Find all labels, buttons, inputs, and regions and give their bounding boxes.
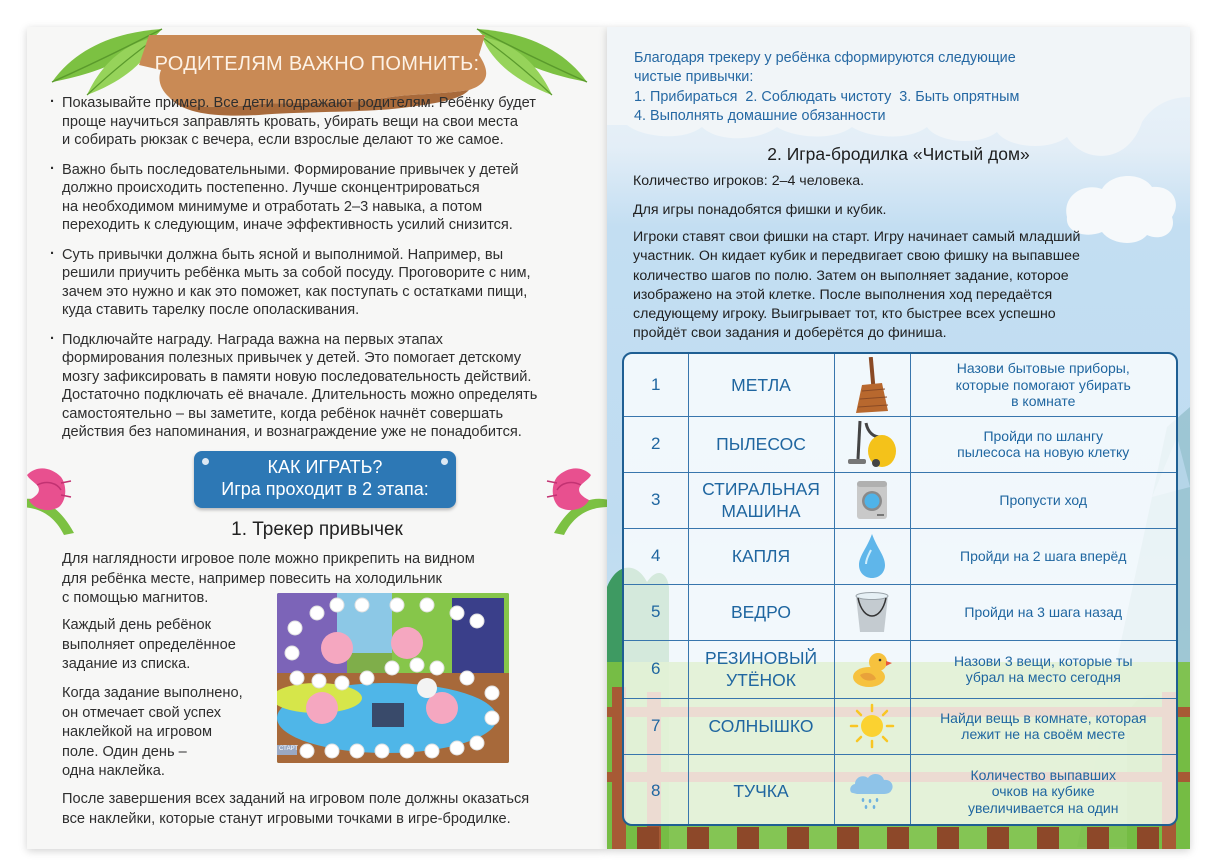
task-line: Назови 3 вещи, которые ты	[953, 652, 1133, 669]
cell-name	[688, 640, 834, 698]
cell-name	[688, 698, 834, 754]
cell-number: 5	[624, 584, 688, 640]
task-line: Пройди на 2 шага вперёд	[960, 547, 1127, 564]
game-rules	[633, 228, 1173, 344]
tip-line: · Суть привычки должна быть ясной и выполнимой. Например, вы	[62, 246, 504, 263]
badge-rivet	[202, 458, 209, 465]
text-line: 1. Прибираться 2. Соблюдать чистоту 3. Быть опрятным	[634, 88, 1020, 105]
game-board-start-label: СТАРТ	[279, 746, 298, 752]
right-page	[607, 27, 1190, 849]
tracker-done	[62, 684, 272, 782]
task-line: увеличивается на один	[968, 799, 1119, 816]
table-row	[624, 584, 1176, 640]
cell-name	[688, 472, 834, 528]
text-line: с помощью магнитов.	[62, 590, 209, 606]
badge-rivet	[441, 458, 448, 465]
task-line: Пройди по шлангу	[983, 427, 1104, 444]
task-line: Пройди на 3 шага назад	[964, 603, 1123, 620]
vacuum-cleaner-icon	[846, 419, 898, 469]
cell-task	[910, 528, 1176, 584]
cell-name	[688, 416, 834, 472]
text-line: для ребёнка месте, например повесить на холодильник	[62, 570, 442, 587]
cell-number: 2	[624, 416, 688, 472]
cell-icon	[834, 584, 910, 640]
text-line: Для наглядности игровое поле можно прикрепить на видном	[62, 551, 475, 567]
cell-name-line: ТУЧКА	[733, 781, 789, 802]
text-line: количество шагов по полю. Затем он выполняет задание, которое	[633, 267, 1069, 284]
tip-item	[50, 246, 590, 320]
game-cells-table	[622, 352, 1178, 826]
tip-line: решили приучить ребёнка мыть за собой посуду. Проговорите с ним,	[62, 265, 531, 281]
cell-name-line: КАПЛЯ	[731, 546, 791, 566]
section2-title: 2. Игра-бродилка «Чистый дом»	[767, 144, 1030, 164]
table-row	[624, 528, 1176, 584]
cell-name-line: СТИРАЛЬНАЯ	[702, 479, 820, 499]
section1-title: 1. Трекер привычек	[231, 519, 403, 540]
bucket-icon	[855, 592, 889, 632]
cell-name	[688, 528, 834, 584]
cell-name-line: РЕЗИНОВЫЙ	[704, 648, 818, 668]
tip-line: · Важно быть последовательными. Формирование привычек у детей	[62, 161, 519, 178]
task-line: Пропусти ход	[999, 491, 1088, 508]
text-line: наклейкой на игровом	[62, 724, 213, 740]
cell-name-line: ПЫЛЕСОС	[716, 434, 806, 454]
tip-line: куда ставить тарелку после ополаскивания.	[62, 302, 360, 318]
cell-task	[910, 472, 1176, 528]
tip-line: зачем это нужно и как это поможет, как поступать с остатками пищи,	[62, 283, 528, 300]
task-line: лежит не на своём месте	[961, 726, 1126, 742]
tip-item	[50, 331, 590, 442]
habits-summary	[634, 49, 1019, 126]
text-line: Когда задание выполнено,	[62, 685, 243, 701]
tip-line: и собирать рюкзак с вечера, если взрослые делают то же самое.	[62, 132, 504, 148]
equipment-text: Для игры понадобятся фишки и кубик.	[633, 202, 887, 218]
water-drop-icon	[859, 534, 885, 578]
text-line: участник. Он кидает кубик и передвигает свою фишку на выпавшее	[633, 248, 1080, 265]
players-count: Количество игроков: 2–4 человека.	[633, 173, 865, 189]
game-board-illustration	[277, 593, 509, 763]
cell-task	[910, 640, 1176, 698]
cell-icon	[834, 354, 910, 416]
text-line: следующему игроку. Выигрывает тот, кто быстрее всех успешно	[633, 306, 1056, 323]
game-cells-grid	[624, 354, 1176, 826]
how-to-play-title: КАК ИГРАТЬ?	[267, 457, 383, 477]
text-line: одна наклейка.	[62, 763, 165, 779]
tracker-final	[62, 790, 592, 829]
cell-icon	[834, 416, 910, 472]
left-page	[27, 27, 607, 849]
table-row	[624, 640, 1176, 698]
cell-name-line: МАШИНА	[721, 501, 801, 521]
task-line: Количество выпавших	[970, 766, 1116, 783]
cell-task	[910, 354, 1176, 416]
banner-title: РОДИТЕЛЯМ ВАЖНО ПОМНИТЬ:	[154, 53, 480, 75]
text-line: Игроки ставят свои фишки на старт. Игру начинает самый младший	[633, 229, 1081, 245]
tip-item	[50, 94, 590, 150]
task-line: которые помогают убирать	[955, 376, 1131, 393]
cell-icon	[834, 698, 910, 754]
cell-icon	[834, 640, 910, 698]
tip-line: · Подключайте награду. Награда важна на первых этапах	[62, 331, 443, 348]
cell-name	[688, 354, 834, 416]
task-line: Найди вещь в комнате, которая	[940, 709, 1147, 726]
cell-name-line: МЕТЛА	[731, 374, 791, 395]
table-row	[624, 472, 1176, 528]
text-line: все наклейки, которые станут игровыми точками в игре-бродилке.	[62, 810, 511, 827]
tip-line: на необходимом минимуме и отработать 2–3 навыка, а потом	[62, 198, 483, 215]
task-line: в комнате	[1011, 393, 1076, 409]
text-line: изображено на этой клетке. После выполнения ход передаётся	[633, 286, 1053, 303]
text-line: После завершения всех заданий на игровом поле должны оказаться	[62, 791, 530, 807]
task-line: убрал на место сегодня	[965, 669, 1121, 685]
cell-task	[910, 754, 1176, 826]
cell-number: 8	[624, 754, 688, 826]
cell-icon	[834, 472, 910, 528]
cell-name-line: УТЁНОК	[726, 670, 796, 690]
tip-line: проще научиться заправлять кровать, убирать вещи на свои места	[62, 113, 518, 130]
text-line: выполняет определённое	[62, 636, 236, 653]
cell-number: 4	[624, 528, 688, 584]
cell-name-line: ВЕДРО	[730, 602, 792, 622]
text-line: он отмечает свой успех	[62, 704, 222, 721]
cell-name	[688, 584, 834, 640]
text-line: 4. Выполнять домашние обязанности	[634, 107, 886, 124]
tip-line: формирования полезных привычек у детей. Это помогает детскому	[62, 350, 522, 366]
task-line: Назови бытовые приборы,	[956, 360, 1130, 376]
tip-line: действия без напоминания, и вознаграждение уже не понадобится.	[62, 424, 522, 440]
parent-tips-list	[50, 94, 590, 453]
tip-item	[50, 161, 590, 235]
text-line: задание из списка.	[62, 656, 191, 672]
broom-icon	[852, 357, 892, 413]
tip-line: · Показывайте пример. Все дети подражают родителям. Ребёнку будет	[62, 95, 536, 111]
cell-name-line: СОЛНЫШКО	[708, 716, 814, 736]
rain-cloud-icon	[849, 771, 895, 811]
text-line: поле. Один день –	[62, 743, 187, 760]
game-board-art	[277, 593, 509, 763]
cell-icon	[834, 754, 910, 826]
cell-name	[688, 754, 834, 826]
cell-icon	[834, 528, 910, 584]
text-line: пройдёт свои задания и доберётся до финиша.	[633, 325, 947, 342]
cell-task	[910, 698, 1176, 754]
washing-machine-icon	[857, 481, 887, 519]
tip-line: переходить к следующим, иначе эффективность усилий снизится.	[62, 217, 513, 233]
text-line: Каждый день ребёнок	[62, 617, 212, 633]
table-row	[624, 698, 1176, 754]
table-row	[624, 416, 1176, 472]
tip-line: мозгу зафиксировать в памяти новую последовательность действий.	[62, 368, 532, 385]
cell-number: 1	[624, 354, 688, 416]
cell-number: 7	[624, 698, 688, 754]
tip-line: Достаточно подключать её вначале. Длительность можно определять	[62, 387, 538, 403]
how-to-play-badge	[194, 451, 456, 508]
how-to-play-subtitle: Игра проходит в 2 этапа:	[221, 479, 429, 499]
cell-number: 6	[624, 640, 688, 698]
text-line: чистые привычки:	[634, 69, 754, 86]
text-line: Благодаря трекеру у ребёнка сформируются следующие	[634, 50, 1016, 66]
task-line: очков на кубике	[991, 783, 1095, 799]
rubber-duck-icon	[852, 651, 892, 687]
tip-line: должно происходить постепенно. Лучше сконцентрироваться	[62, 180, 480, 196]
cell-task	[910, 416, 1176, 472]
task-line: пылесоса на новую клетку	[957, 444, 1130, 460]
table-row	[624, 754, 1176, 826]
tip-line: самостоятельно – вы заметите, когда ребёнок начнёт совершать	[62, 405, 504, 422]
table-row	[624, 354, 1176, 416]
cell-task	[910, 584, 1176, 640]
sun-icon	[849, 703, 895, 749]
cell-number: 3	[624, 472, 688, 528]
tracker-daily	[62, 616, 272, 675]
